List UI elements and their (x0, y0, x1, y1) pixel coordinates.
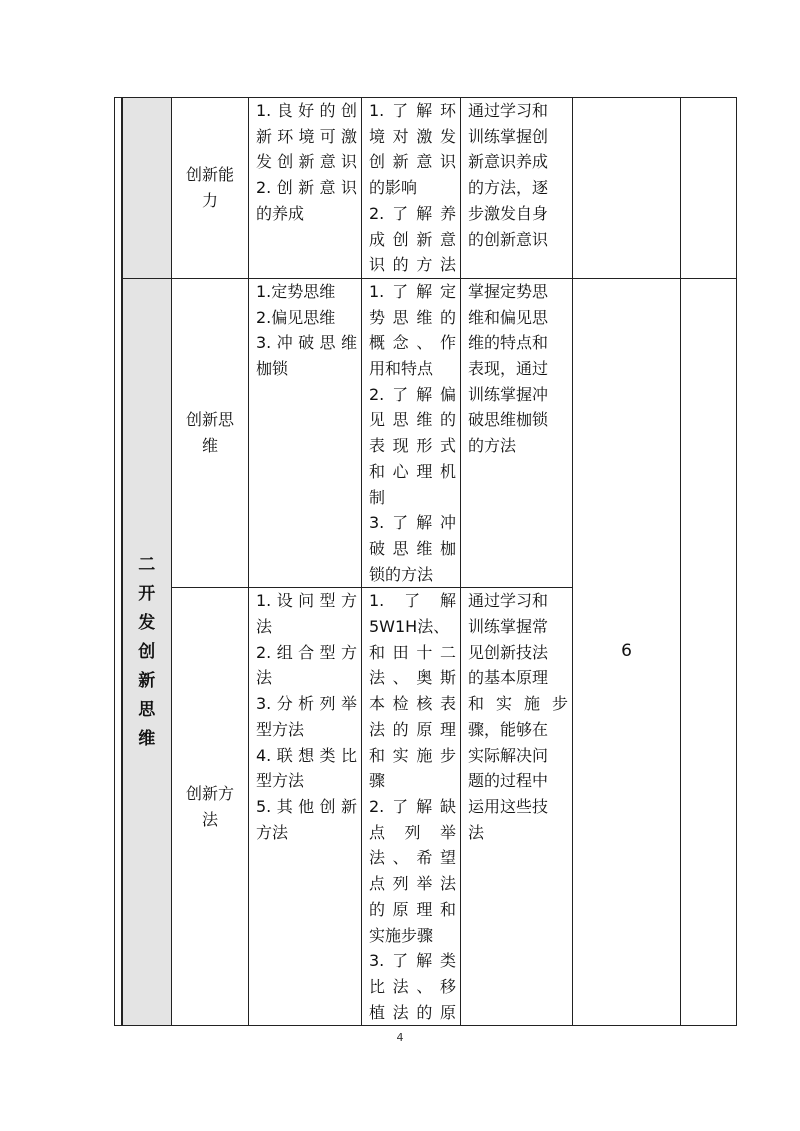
objectives-cell (461, 98, 573, 279)
objective-line: 维的特点和 (468, 333, 549, 353)
requirement-line: 和心理机 (369, 461, 456, 481)
requirement-line: 骤 (369, 771, 386, 791)
objective-line: 法 (468, 822, 485, 842)
content-line: 方法 (256, 822, 289, 842)
objective-line: 实际解决问 (468, 745, 549, 765)
requirement-line: 创新意识 (369, 152, 456, 172)
content-cell (249, 278, 362, 587)
requirements-cell (362, 588, 461, 1026)
page-number: 4 (396, 1031, 404, 1044)
topic-char: 思 (138, 699, 156, 720)
requirement-line: 见思维的 (369, 410, 456, 430)
objective-line: 和实施步 (468, 694, 568, 714)
subtopic-line: 创新能 (185, 165, 234, 185)
content-line: 3.分析列举 (256, 694, 357, 714)
subtopic-line: 创新思 (185, 410, 234, 430)
remarks-cell (681, 98, 737, 279)
topic-char: 二 (138, 554, 156, 575)
requirement-line: 法、希望 (369, 848, 456, 868)
requirement-line: 1.了解定 (369, 281, 456, 301)
objective-line: 的方法 (468, 436, 517, 456)
content-line: 2.偏见思维 (256, 307, 336, 327)
topic-char: 新 (138, 670, 156, 691)
subtopic-cell (172, 278, 249, 587)
requirements-cell (362, 98, 461, 279)
requirement-line: 2.了解偏 (369, 384, 456, 404)
topic-char: 开 (138, 583, 156, 604)
content-line: 法 (256, 617, 273, 637)
objective-line: 见创新技法 (468, 642, 549, 662)
objective-line: 的创新意识 (468, 229, 549, 249)
topic-vertical-title (137, 551, 157, 754)
objectives-cell (461, 278, 573, 587)
objective-line: 表现，通过 (468, 359, 549, 379)
requirement-line: 境对激发 (369, 126, 456, 146)
content-line: 3.冲破思维 (256, 333, 357, 353)
requirement-line: 和实施步 (369, 745, 456, 765)
subtopic-line: 法 (201, 809, 218, 829)
objective-line: 训练掌握常 (468, 617, 549, 637)
content-line: 发创新意识 (256, 152, 357, 172)
requirement-line: 3.了解类 (369, 951, 456, 971)
curriculum-table (114, 97, 737, 1026)
requirement-line: 和田十二 (369, 642, 456, 662)
requirement-line: 破思维枷 (369, 538, 456, 558)
subtopic-cell (172, 98, 249, 279)
content-line: 4.联想类比 (256, 745, 357, 765)
requirement-line: 表现形式 (369, 436, 456, 456)
content-line: 1.设问型方 (256, 591, 357, 611)
objective-line: 题的过程中 (468, 771, 549, 791)
requirement-line: 1.了解 (369, 591, 456, 611)
objective-line: 的基本原理 (468, 668, 549, 688)
requirement-line: 锁的方法 (369, 564, 434, 584)
requirement-line: 植法的原 (369, 1002, 456, 1022)
objective-line: 破思维枷锁 (468, 410, 549, 430)
objective-line: 的方法，逐 (468, 178, 549, 198)
remarks-cell (681, 278, 737, 1025)
requirement-line: 概念、作 (369, 333, 456, 353)
objective-line: 新意识养成 (468, 152, 549, 172)
requirement-line: 点列举法 (369, 874, 456, 894)
requirement-line: 用和特点 (369, 359, 434, 379)
subtopic-line: 力 (201, 190, 218, 210)
subtopic-line: 维 (201, 436, 218, 456)
hours-cell-empty (573, 98, 681, 279)
requirement-line: 制 (369, 487, 386, 507)
requirement-line: 势思维的 (369, 307, 456, 327)
content-line: 2.创新意识 (256, 178, 357, 198)
requirement-line: 点列举 (369, 822, 456, 842)
requirement-line: 识的方法 (369, 255, 456, 275)
objective-line: 通过学习和 (468, 591, 549, 611)
subtopic-cell (172, 588, 249, 1026)
content-line: 型方法 (256, 771, 305, 791)
objective-line: 步激发自身 (468, 203, 549, 223)
requirements-cell (362, 278, 461, 587)
requirement-line: 法的原理 (369, 719, 456, 739)
topic-cell-empty (122, 98, 172, 279)
requirement-line: 比法、移 (369, 976, 456, 996)
topic-char: 发 (138, 612, 156, 633)
requirement-line: 5W1H法、 (369, 617, 450, 637)
requirement-line: 2.了解养 (369, 203, 456, 223)
content-line: 法 (256, 668, 273, 688)
content-line: 的养成 (256, 203, 305, 223)
hours-cell (573, 278, 681, 1025)
content-line: 1.定势思维 (256, 281, 336, 301)
requirement-line: 2.了解缺 (369, 796, 456, 816)
objective-line: 训练掌握创 (468, 126, 549, 146)
objective-line: 维和偏见思 (468, 307, 549, 327)
objective-line: 运用这些技 (468, 796, 549, 816)
objectives-cell (461, 588, 573, 1026)
hours-value: 6 (621, 641, 632, 662)
requirement-line: 的原理和 (369, 899, 456, 919)
content-line: 5.其他创新 (256, 796, 357, 816)
content-line: 型方法 (256, 719, 305, 739)
subtopic-line: 创新方 (185, 784, 234, 804)
requirement-line: 实施步骤 (369, 925, 434, 945)
objective-line: 通过学习和 (468, 101, 549, 120)
content-cell (249, 588, 362, 1026)
content-line: 2.组合型方 (256, 642, 357, 662)
requirement-line: 3.了解冲 (369, 513, 456, 533)
objective-line: 掌握定势思 (468, 281, 549, 301)
requirement-line: 成创新意 (369, 229, 456, 249)
requirement-line: 1.了解环 (369, 101, 456, 120)
left-margin-column (115, 98, 122, 1026)
objective-line: 骤，能够在 (468, 719, 549, 739)
requirement-line: 的影响 (369, 178, 418, 198)
topic-char: 创 (138, 641, 156, 662)
objective-line: 训练掌握冲 (468, 384, 549, 404)
content-line: 1.良好的创 (256, 101, 357, 120)
content-line: 枷锁 (256, 359, 289, 379)
requirement-line: 法、奥斯 (369, 668, 456, 688)
topic-char: 维 (138, 728, 156, 749)
topic-cell (122, 278, 172, 1025)
requirement-line: 本检核表 (369, 694, 456, 714)
content-cell (249, 98, 362, 279)
content-line: 新环境可激 (256, 126, 357, 146)
